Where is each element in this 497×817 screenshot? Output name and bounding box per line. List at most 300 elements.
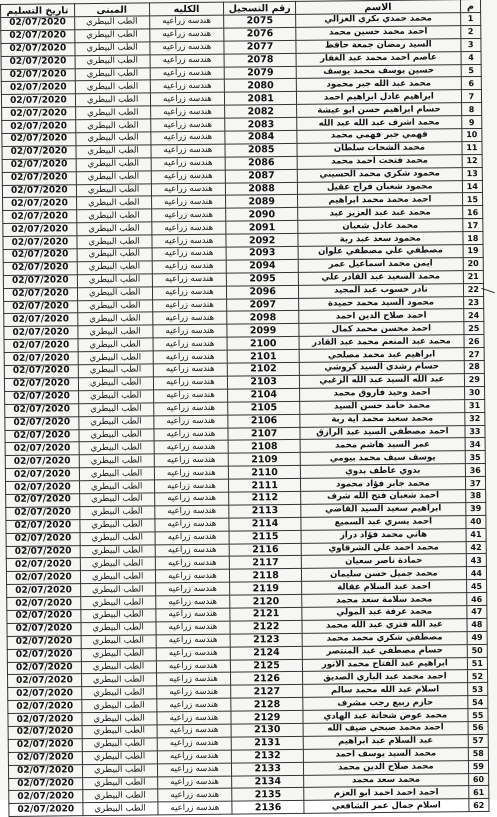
cell-date: 02/07/2020 (1, 30, 75, 44)
cell-faculty: هندسه زراعيه (155, 608, 230, 622)
cell-building: الطب البيطري (82, 751, 157, 765)
cell-faculty: هندسه زراعيه (156, 621, 231, 635)
cell-date: 02/07/2020 (5, 403, 79, 417)
cell-name: حسين يوسف محمد يوسف (296, 64, 461, 79)
cell-seq: 46 (466, 593, 486, 606)
cell-building: الطب البيطري (80, 519, 155, 533)
cell-name: محمد حمدي بكري الغزالي (296, 13, 461, 28)
cell-seq: 14 (462, 180, 482, 193)
cell-name: محمد عبد الله جبر محمود (296, 77, 461, 92)
cell-building: الطب البيطري (77, 235, 152, 249)
cell-reg-no: 2078 (224, 53, 296, 67)
header-name: الاسم (296, 0, 461, 14)
cell-building: الطب البيطري (81, 622, 156, 636)
cell-seq: 21 (463, 270, 483, 283)
cell-name: محمود سعد عبد ربة (298, 232, 463, 247)
cell-date: 02/07/2020 (1, 81, 75, 95)
cell-reg-no: 2083 (225, 118, 297, 132)
cell-name: احمد محمد صبحي ضيف الله (303, 722, 468, 737)
cell-building: الطب البيطري (81, 673, 156, 687)
cell-date: 02/07/2020 (8, 751, 82, 765)
cell-name: عاصم احمد محمد عبد الغفار (296, 51, 461, 66)
cell-date: 02/07/2020 (3, 275, 77, 289)
cell-date: 02/07/2020 (3, 262, 77, 276)
cell-reg-no: 2110 (229, 466, 301, 480)
cell-reg-no: 2118 (230, 569, 302, 583)
cell-reg-no: 2135 (232, 788, 304, 802)
cell-building: الطب البيطري (75, 80, 150, 94)
cell-seq: 13 (462, 167, 482, 180)
cell-faculty: هندسه زراعيه (154, 492, 229, 506)
cell-building: الطب البيطري (81, 635, 156, 649)
cell-seq: 45 (466, 580, 486, 593)
cell-seq: 53 (467, 683, 487, 696)
cell-faculty: هندسه زراعيه (150, 131, 225, 145)
cell-building: الطب البيطري (80, 557, 155, 571)
cell-building: الطب البيطري (76, 209, 151, 223)
cell-seq: 22 (463, 283, 483, 296)
cell-name: محمود شكري محمد الحسيني (297, 167, 462, 182)
cell-building: الطب البيطري (76, 145, 151, 159)
cell-faculty: هندسه زراعيه (154, 518, 229, 532)
cell-building: الطب البيطري (75, 67, 150, 81)
cell-seq: 28 (464, 360, 484, 373)
cell-reg-no: 2103 (228, 375, 300, 389)
cell-name: ابراهيم عادل ابراهيم احمد (296, 90, 461, 105)
cell-name: محمد عرفة عبد المولي (302, 606, 467, 621)
cell-date: 02/07/2020 (3, 287, 77, 301)
cell-faculty: هندسه زراعيه (149, 28, 224, 42)
cell-reg-no: 2130 (231, 723, 303, 737)
cell-seq: 15 (462, 193, 482, 206)
cell-date: 02/07/2020 (8, 764, 82, 778)
cell-seq: 2 (460, 25, 480, 38)
cell-name: حازم ربيع رجب مشرف (303, 696, 468, 711)
cell-building: الطب البيطري (78, 364, 153, 378)
cell-seq: 57 (468, 734, 488, 747)
cell-name: محمد عبد عبد العزيز عبد (298, 206, 463, 221)
cell-reg-no: 2120 (230, 594, 302, 608)
cell-name: احمد محمد حسين محمد (296, 26, 461, 41)
cell-building: الطب البيطري (78, 377, 153, 391)
cell-seq: 54 (468, 696, 488, 709)
cell-seq: 59 (468, 760, 488, 773)
cell-reg-no: 2088 (226, 182, 298, 196)
cell-faculty: هندسه زراعيه (151, 170, 226, 184)
cell-reg-no: 2109 (229, 453, 301, 467)
cell-reg-no: 2095 (227, 272, 299, 286)
cell-faculty: هندسه زراعيه (150, 54, 225, 68)
cell-faculty: هندسه زراعيه (155, 595, 230, 609)
cell-seq: 37 (465, 477, 485, 490)
cell-seq: 9 (461, 116, 481, 129)
cell-faculty: هندسه زراعيه (156, 647, 231, 661)
cell-building: الطب البيطري (81, 609, 156, 623)
cell-date: 02/07/2020 (2, 133, 76, 147)
cell-building: الطب البيطري (82, 764, 157, 778)
cell-reg-no: 2081 (225, 92, 297, 106)
cell-seq: 38 (465, 489, 485, 502)
cell-date: 02/07/2020 (2, 171, 76, 185)
cell-reg-no: 2125 (231, 659, 303, 673)
cell-date: 02/07/2020 (8, 674, 82, 688)
cell-date: 02/07/2020 (2, 159, 76, 173)
cell-building: الطب البيطري (76, 184, 151, 198)
cell-building: الطب البيطري (80, 583, 155, 597)
cell-name: احمد عبد السلام عقالة (302, 580, 467, 595)
cell-reg-no: 2091 (226, 221, 298, 235)
cell-name: عبد الله السيد عبد الله الزغبي (299, 374, 464, 389)
cell-date: 02/07/2020 (2, 184, 76, 198)
cell-reg-no: 2134 (232, 775, 304, 789)
cell-reg-no: 2089 (226, 195, 298, 209)
cell-faculty: هندسه زراعيه (150, 118, 225, 132)
cell-faculty: هندسه زراعيه (157, 724, 232, 738)
cell-reg-no: 2075 (224, 14, 296, 28)
cell-name: مصطفي شكري محمد محمد (302, 631, 467, 646)
cell-name: محمد سلامة سعد محمد (302, 593, 467, 608)
cell-faculty: هندسه زراعيه (154, 466, 229, 480)
cell-faculty: هندسه زراعيه (152, 260, 227, 274)
cell-building: الطب البيطري (75, 29, 150, 43)
cell-seq: 25 (464, 322, 484, 335)
cell-seq: 33 (465, 425, 485, 438)
cell-reg-no: 2085 (225, 143, 297, 157)
cell-seq: 47 (467, 605, 487, 618)
cell-seq: 60 (468, 773, 488, 786)
header-faculty: الكليه (149, 2, 224, 16)
cell-date: 02/07/2020 (4, 365, 78, 379)
cell-building: الطب البيطري (79, 441, 154, 455)
cell-seq: 19 (463, 244, 483, 257)
cell-building: الطب البيطري (81, 660, 156, 674)
cell-seq: 62 (469, 799, 489, 812)
cell-reg-no: 2087 (226, 169, 298, 183)
cell-date: 02/07/2020 (5, 391, 79, 405)
cell-building: الطب البيطري (79, 467, 154, 481)
cell-reg-no: 2115 (229, 530, 301, 544)
cell-faculty: هندسه زراعيه (154, 479, 229, 493)
header-reg-no: رقم التسجيل (224, 1, 296, 15)
cell-date: 02/07/2020 (8, 739, 82, 753)
cell-name: مصطفي علي مصطفي علوان (298, 245, 463, 260)
cell-faculty: هندسه زراعيه (157, 776, 232, 790)
cell-seq: 49 (467, 631, 487, 644)
cell-building: الطب البيطري (79, 416, 154, 430)
cell-building: الطب البيطري (80, 506, 155, 520)
cell-building: الطب البيطري (82, 699, 157, 713)
cell-date: 02/07/2020 (6, 558, 80, 572)
cell-date: 02/07/2020 (1, 43, 75, 57)
cell-faculty: هندسه زراعيه (155, 531, 230, 545)
header-seq: م (460, 0, 480, 13)
cell-reg-no: 2128 (231, 698, 303, 712)
cell-date: 02/07/2020 (7, 597, 81, 611)
cell-building: الطب البيطري (76, 171, 151, 185)
cell-building: الطب البيطري (76, 158, 151, 172)
cell-reg-no: 2123 (230, 633, 302, 647)
cell-date: 02/07/2020 (1, 55, 75, 69)
cell-seq: 8 (461, 103, 481, 116)
cell-seq: 40 (466, 515, 486, 528)
cell-reg-no: 2127 (231, 685, 303, 699)
cell-seq: 12 (462, 154, 482, 167)
cell-reg-no: 2102 (228, 362, 300, 376)
cell-reg-no: 2100 (227, 337, 299, 351)
cell-building: الطب البيطري (80, 596, 155, 610)
cell-seq: 52 (467, 670, 487, 683)
cell-building: الطب البيطري (83, 802, 158, 816)
cell-seq: 6 (461, 77, 481, 90)
cell-building: الطب البيطري (82, 738, 157, 752)
cell-faculty: هندسه زراعيه (156, 698, 231, 712)
cell-date: 02/07/2020 (4, 300, 78, 314)
cell-reg-no: 2099 (227, 324, 299, 338)
cell-name: محمد سعيد محمد اية ربة (300, 412, 465, 427)
cell-faculty: هندسه زراعيه (152, 325, 227, 339)
cell-faculty: هندسه زراعيه (152, 286, 227, 300)
cell-date: 02/07/2020 (3, 223, 77, 237)
cell-date: 02/07/2020 (6, 519, 80, 533)
cell-reg-no: 2086 (225, 156, 297, 170)
cell-reg-no: 2079 (224, 66, 296, 80)
cell-building: الطب البيطري (75, 119, 150, 133)
cell-name: محمد عوض شحاتة عبد الهادي (303, 709, 468, 724)
cell-reg-no: 2122 (230, 620, 302, 634)
cell-seq: 32 (465, 412, 485, 425)
cell-faculty: هندسه زراعيه (155, 582, 230, 596)
cell-seq: 16 (462, 206, 482, 219)
cell-name: محمد حامد حسن السيد (300, 399, 465, 414)
cell-seq: 29 (464, 373, 484, 386)
cell-reg-no: 2080 (225, 79, 297, 93)
cell-date: 02/07/2020 (6, 571, 80, 585)
cell-date: 02/07/2020 (7, 584, 81, 598)
cell-faculty: هندسه زراعيه (151, 144, 226, 158)
cell-name: محمد فتحت احمد محمد (297, 154, 462, 169)
cell-reg-no: 2084 (225, 130, 297, 144)
header-date: تاريخ التسليم (1, 4, 75, 18)
cell-faculty: هندسه زراعيه (156, 660, 231, 674)
cell-seq: 58 (468, 747, 488, 760)
table-body (1, 12, 489, 816)
cell-date: 02/07/2020 (4, 352, 78, 366)
cell-building: الطب البيطري (81, 648, 156, 662)
cell-date: 02/07/2020 (1, 68, 75, 82)
cell-building: الطب البيطري (77, 248, 152, 262)
cell-name: احمد شعبان فتح الله شرف (301, 490, 466, 505)
cell-seq: 4 (461, 51, 481, 64)
cell-seq: 20 (463, 257, 483, 270)
cell-date: 02/07/2020 (3, 197, 77, 211)
cell-building: الطب البيطري (75, 42, 150, 56)
cell-reg-no: 2119 (230, 582, 302, 596)
cell-seq: 61 (468, 786, 488, 799)
cell-reg-no: 2129 (231, 710, 303, 724)
cell-date: 02/07/2020 (4, 339, 78, 353)
cell-building: الطب البيطري (78, 351, 153, 365)
cell-date: 02/07/2020 (7, 635, 81, 649)
cell-faculty: هندسه زراعيه (154, 505, 229, 519)
cell-date: 02/07/2020 (5, 429, 79, 443)
cell-name: عبد الله فتري عبد الله محمد (302, 619, 467, 634)
cell-date: 02/07/2020 (1, 94, 75, 108)
cell-name: اسلام جمال عمر الشافعي (304, 799, 469, 814)
cell-faculty: هندسه زراعيه (150, 67, 225, 81)
cell-date: 02/07/2020 (8, 726, 82, 740)
cell-reg-no: 2082 (225, 105, 297, 119)
cell-faculty: هندسه زراعيه (154, 453, 229, 467)
cell-reg-no: 2116 (229, 543, 301, 557)
cell-name: فهمي جبر فهمي محمد (297, 129, 462, 144)
cell-faculty: هندسه زراعيه (152, 273, 227, 287)
cell-name: محمد احمد علي الشرقاوي (301, 541, 466, 556)
cell-faculty: هندسه زراعيه (152, 247, 227, 261)
cell-name: احمد محمد عبد الباري الصديق (303, 670, 468, 685)
cell-building: الطب البيطري (78, 403, 153, 417)
header-building: المبنى (74, 3, 149, 17)
cell-faculty: هندسه زراعيه (156, 673, 231, 687)
cell-reg-no: 2093 (226, 246, 298, 260)
cell-name: ابراهيم عبد محمد مصلحي (299, 348, 464, 363)
cell-reg-no: 2131 (231, 736, 303, 750)
cell-building: الطب البيطري (74, 16, 149, 30)
cell-faculty: هندسه زراعيه (153, 389, 228, 403)
cell-seq: 1 (460, 12, 480, 25)
cell-faculty: هندسه زراعيه (155, 544, 230, 558)
cell-faculty: هندسه زراعيه (152, 299, 227, 313)
cell-faculty: هندسه زراعيه (150, 80, 225, 94)
cell-faculty: هندسه زراعيه (156, 711, 231, 725)
cell-seq: 31 (464, 399, 484, 412)
cell-name: محمد السعيد عبد القادر علي (298, 270, 463, 285)
cell-date: 02/07/2020 (8, 687, 82, 701)
cell-reg-no: 2105 (228, 401, 300, 415)
cell-reg-no: 2133 (232, 762, 304, 776)
cell-building: الطب البيطري (76, 132, 151, 146)
cell-name: محمود شعبان فراج عقيل (297, 180, 462, 195)
cell-reg-no: 2132 (232, 749, 304, 763)
cell-reg-no: 2106 (228, 414, 300, 428)
cell-seq: 26 (464, 335, 484, 348)
cell-seq: 30 (464, 386, 484, 399)
cell-faculty: هندسه زراعيه (154, 441, 229, 455)
cell-name: اسلام عبد الله محمد سالم (303, 683, 468, 698)
cell-reg-no: 2136 (232, 801, 304, 815)
cell-reg-no: 2097 (227, 298, 299, 312)
cell-date: 02/07/2020 (5, 416, 79, 430)
cell-seq: 17 (463, 219, 483, 232)
cell-faculty: هندسه زراعيه (150, 92, 225, 106)
cell-date: 02/07/2020 (7, 610, 81, 624)
cell-reg-no: 2113 (229, 504, 301, 518)
cell-reg-no: 2126 (231, 672, 303, 686)
cell-reg-no: 2104 (228, 388, 300, 402)
cell-faculty: هندسه زراعيه (149, 15, 224, 29)
cell-date: 02/07/2020 (4, 326, 78, 340)
cell-faculty: هندسه زراعيه (157, 763, 232, 777)
cell-building: الطب البيطري (78, 338, 153, 352)
cell-date: 02/07/2020 (8, 713, 82, 727)
cell-name: محمد جميل حسن سليمان (301, 567, 466, 582)
cell-date: 02/07/2020 (9, 803, 83, 817)
cell-name: محمود السيد محمد حميدة (299, 296, 464, 311)
cell-date: 02/07/2020 (2, 120, 76, 134)
cell-building: الطب البيطري (75, 106, 150, 120)
cell-name: محمد سعد محمد (304, 773, 469, 788)
cell-date: 02/07/2020 (6, 532, 80, 546)
cell-reg-no: 2101 (227, 350, 299, 364)
cell-faculty: هندسه زراعيه (151, 196, 226, 210)
cell-date: 02/07/2020 (7, 661, 81, 675)
cell-faculty: هندسه زراعيه (150, 105, 225, 119)
cell-date: 02/07/2020 (8, 700, 82, 714)
cell-name: عمر السيد هاشم محمد (300, 438, 465, 453)
cell-date: 02/07/2020 (7, 648, 81, 662)
cell-building: الطب البيطري (79, 428, 154, 442)
cell-building: الطب البيطري (79, 480, 154, 494)
cell-reg-no: 2111 (229, 478, 301, 492)
cell-date: 02/07/2020 (4, 378, 78, 392)
cell-name: محمد السيد يوسف احمد (303, 747, 468, 762)
cell-faculty: هندسه زراعيه (149, 41, 224, 55)
cell-name: احمد مصطفي السيد عبد الرازق (300, 425, 465, 440)
cell-seq: 56 (468, 721, 488, 734)
cell-faculty: هندسه زراعيه (157, 801, 232, 815)
cell-reg-no: 2121 (230, 607, 302, 621)
cell-date: 02/07/2020 (5, 442, 79, 456)
cell-faculty: هندسه زراعيه (157, 737, 232, 751)
cell-reg-no: 2108 (228, 440, 300, 454)
cell-date: 02/07/2020 (9, 777, 83, 791)
cell-building: الطب البيطري (79, 493, 154, 507)
cell-building: الطب البيطري (75, 93, 150, 107)
cell-name: احمد صلاح الدين احمد (299, 309, 464, 324)
cell-seq: 41 (466, 528, 486, 541)
cell-building: الطب البيطري (81, 686, 156, 700)
cell-reg-no: 2114 (229, 517, 301, 531)
cell-name: ابراهيم عبد الفتاح محمد الانور (302, 657, 467, 672)
cell-building: الطب البيطري (78, 325, 153, 339)
cell-faculty: هندسه زراعيه (156, 634, 231, 648)
cell-seq: 27 (464, 348, 484, 361)
cell-reg-no: 2076 (224, 27, 296, 41)
cell-faculty: هندسه زراعيه (153, 415, 228, 429)
cell-seq: 23 (463, 296, 483, 309)
cell-faculty: هندسه زراعيه (153, 402, 228, 416)
cell-name: حسام رشدي السيد كروشي (299, 361, 464, 376)
cell-seq: 35 (465, 451, 485, 464)
cell-faculty: هندسه زراعيه (151, 234, 226, 248)
cell-reg-no: 2096 (227, 285, 299, 299)
cell-seq: 7 (461, 90, 481, 103)
cell-name: احمد يسري عبد السميع (301, 515, 466, 530)
cell-date: 02/07/2020 (1, 17, 75, 31)
cell-faculty: هندسه زراعيه (151, 183, 226, 197)
cell-building: الطب البيطري (83, 789, 158, 803)
cell-name: السيد رمضان جمعة حافظ (296, 38, 461, 53)
cell-seq: 55 (468, 709, 488, 722)
cell-building: الطب البيطري (77, 287, 152, 301)
cell-date: 02/07/2020 (5, 468, 79, 482)
cell-building: الطب البيطري (75, 55, 150, 69)
cell-building: الطب البيطري (80, 544, 155, 558)
cell-name: محمد عادل شعبان (298, 219, 463, 234)
cell-seq: 10 (462, 128, 482, 141)
cell-seq: 11 (462, 141, 482, 154)
cell-reg-no: 2094 (226, 259, 298, 273)
cell-building: الطب البيطري (82, 725, 157, 739)
